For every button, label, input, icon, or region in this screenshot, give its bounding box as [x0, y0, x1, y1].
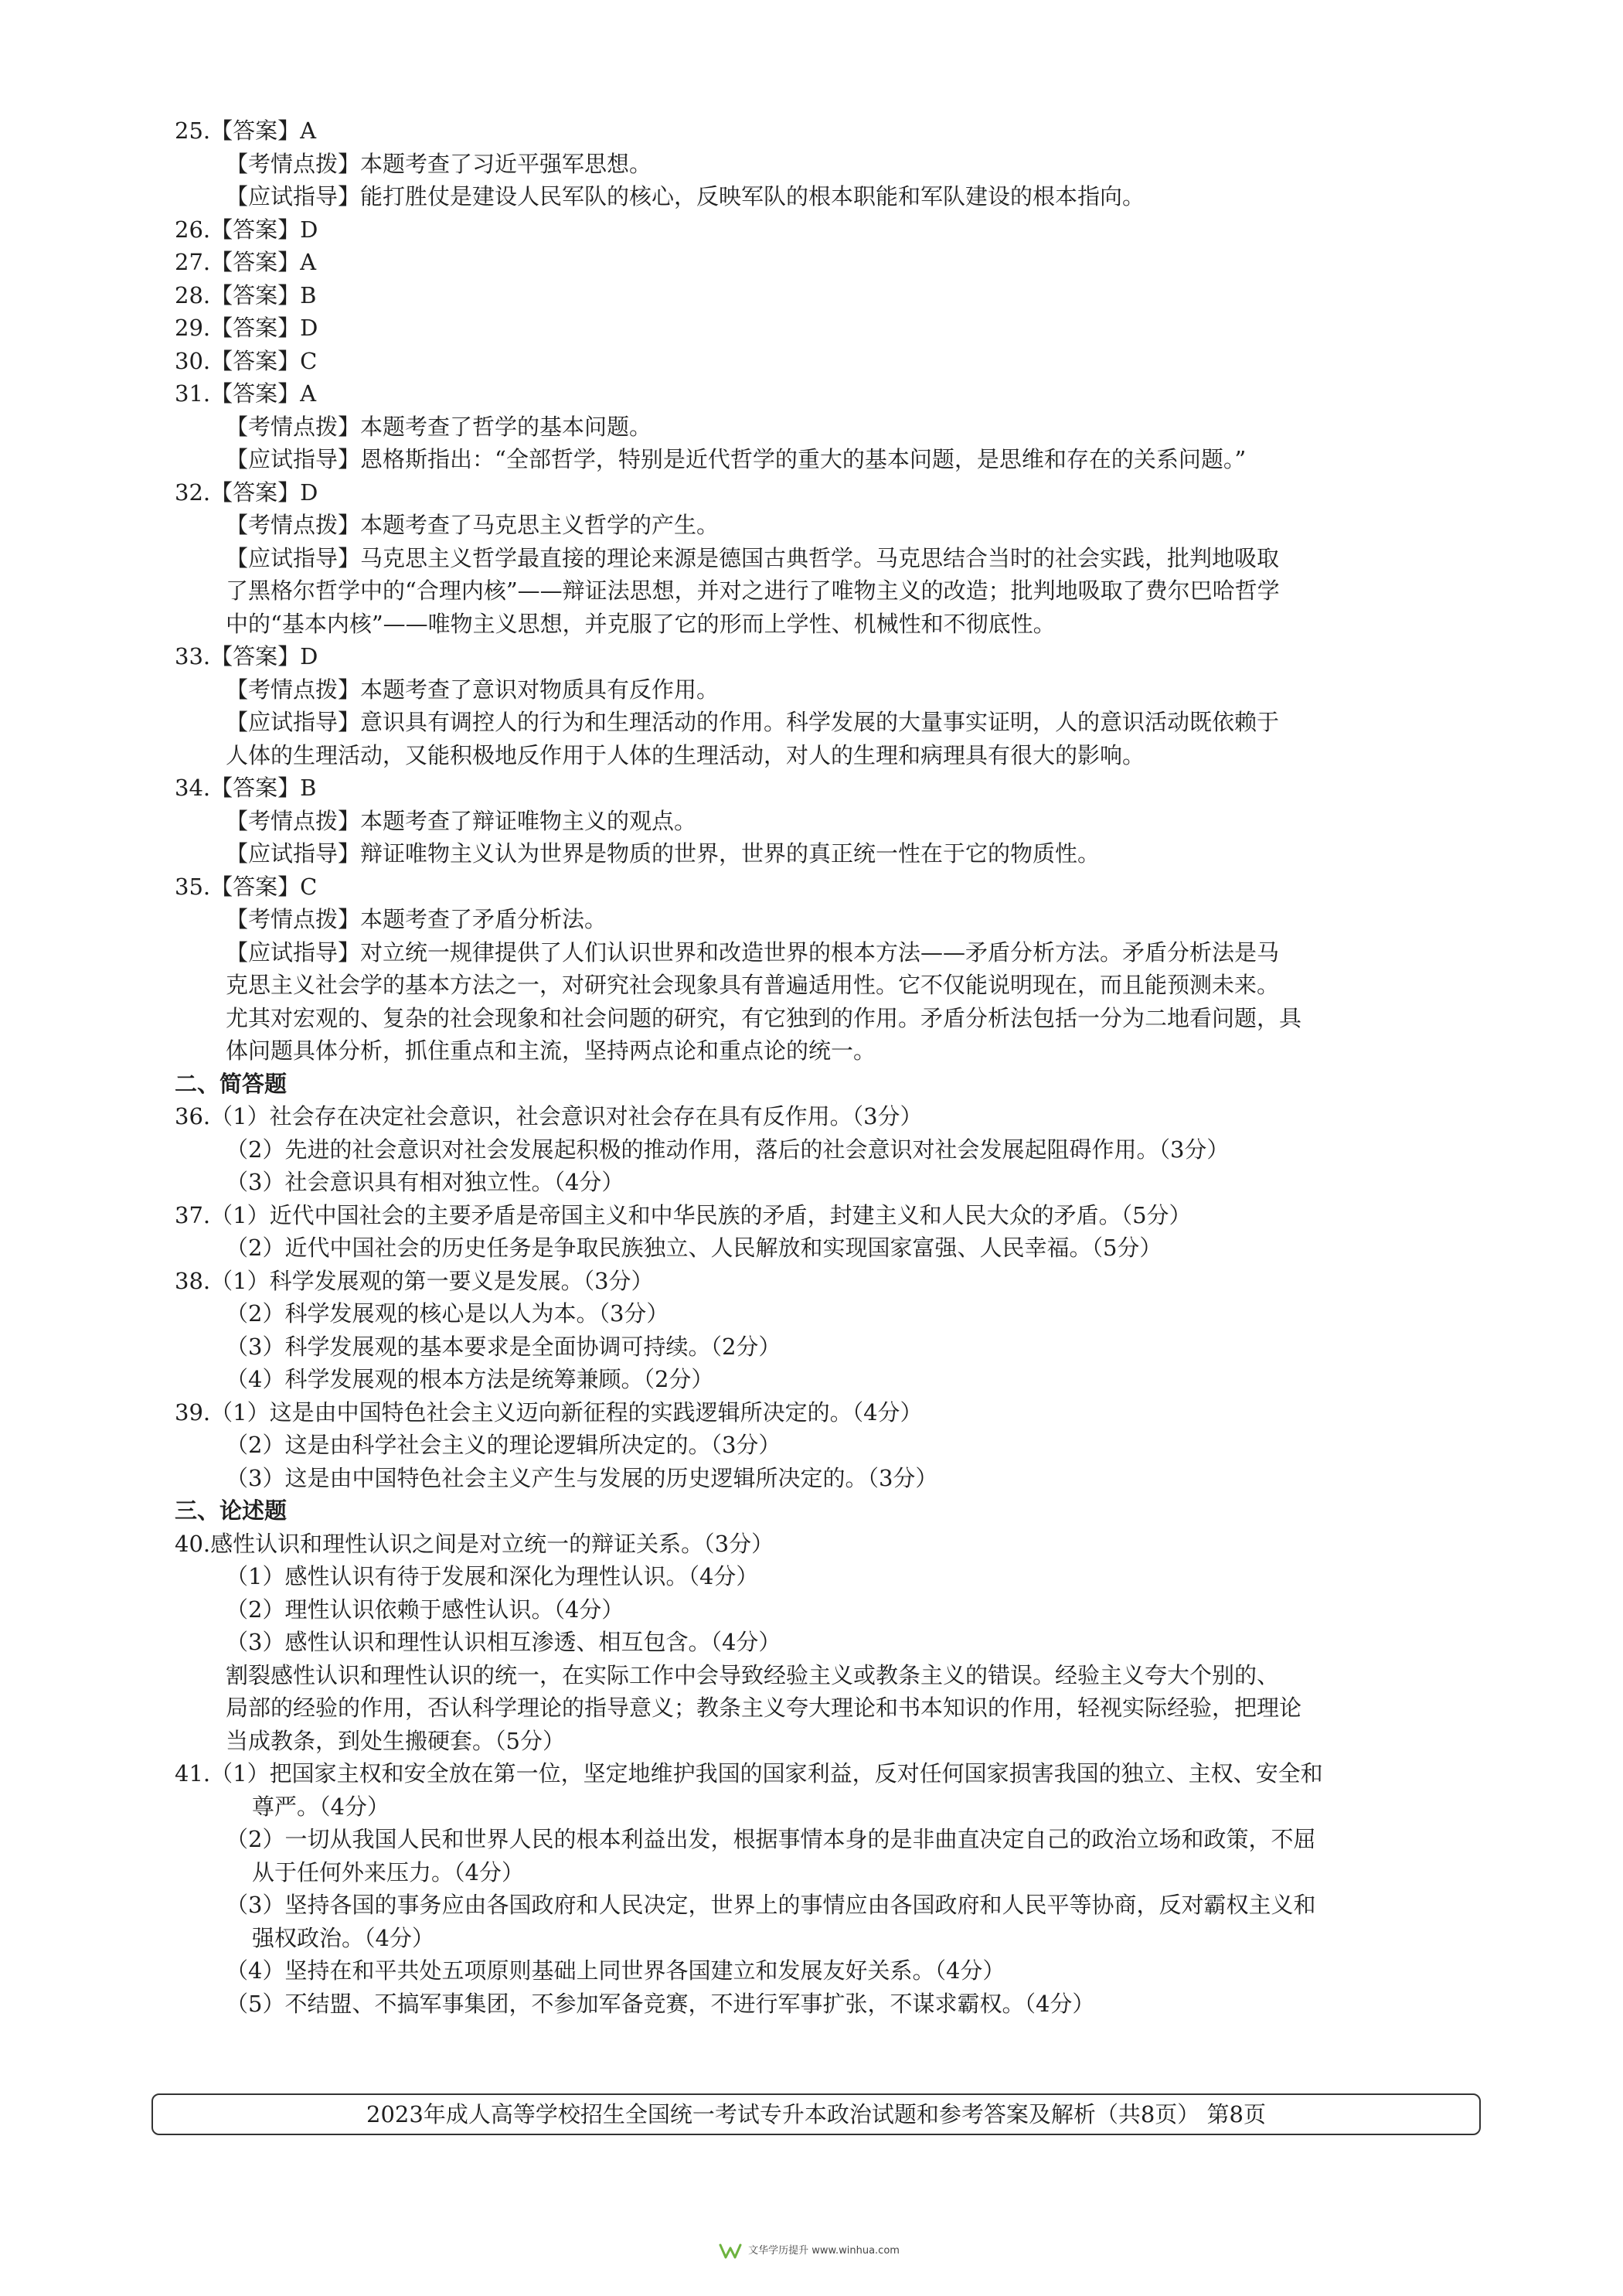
section-heading: 二、简答题 — [175, 1070, 288, 1097]
text-line: 了黑格尔哲学中的“合理内核”——辩证法思想，并对之进行了唯物主义的改造；批判地吸取了费尔巴哈哲学 — [226, 577, 1280, 604]
text-line: （3）科学发展观的基本要求是全面协调可持续。（2分） — [226, 1333, 781, 1360]
text-line: （2）理性认识依赖于感性认识。（4分） — [226, 1596, 624, 1623]
text-line: 【应试指导】马克思主义哲学最直接的理论来源是德国古典哲学。马克思结合当时的社会实践，批判地吸取 — [226, 544, 1280, 571]
text-line: （4）坚持在和平共处五项原则基础上同世界各国建立和发展友好关系。（4分） — [226, 1957, 1005, 1984]
text-line: 39.（1）这是由中国特色社会主义迈向新征程的实践逻辑所决定的。（4分） — [175, 1398, 923, 1426]
text-line: （2）这是由科学社会主义的理论逻辑所决定的。（3分） — [226, 1432, 781, 1458]
text-line: 【应试指导】对立统一规律提供了人们认识世界和改造世界的根本方法——矛盾分析方法。矛盾分析法是马 — [226, 938, 1280, 966]
text-line: （2）科学发展观的核心是以人为本。（3分） — [226, 1300, 669, 1327]
text-line: 31.【答案】A — [175, 380, 317, 407]
page-footer — [151, 2093, 1481, 2135]
text-line: 局部的经验的作用，否认科学理论的指导意义；教条主义夸大理论和书本知识的作用，轻视实际经验，把理论 — [226, 1695, 1302, 1721]
text-line: 【考情点拨】本题考查了习近平强军思想。 — [226, 150, 652, 177]
text-line: 38.（1）科学发展观的第一要义是发展。（3分） — [175, 1267, 654, 1294]
text-line: 【考情点拨】本题考查了矛盾分析法。 — [226, 906, 607, 932]
text-line: 36.（1）社会存在决定社会意识，社会意识对社会存在具有反作用。（3分） — [175, 1103, 923, 1129]
text-line: 【应试指导】辩证唯物主义认为世界是物质的世界，世界的真正统一性在于它的物质性。 — [226, 840, 1101, 867]
text-line: （1）感性认识有待于发展和深化为理性认识。（4分） — [226, 1563, 759, 1589]
text-line: 37.（1）近代中国社会的主要矛盾是帝国主义和中华民族的矛盾，封建主义和人民大众的矛盾。（5分） — [175, 1201, 1192, 1228]
text-line: （3）这是由中国特色社会主义产生与发展的历史逻辑所决定的。（3分） — [226, 1464, 938, 1491]
text-line: 【应试指导】恩格斯指出：“全部哲学，特别是近代哲学的重大的基本问题，是思维和存在的关系问题。” — [226, 446, 1247, 472]
text-line: 【考情点拨】本题考查了意识对物质具有反作用。 — [226, 676, 720, 703]
text-line: 割裂感性认识和理性认识的统一，在实际工作中会导致经验主义或教条主义的错误。经验主义夸大个别的、 — [226, 1661, 1280, 1688]
winhua-logo-icon — [719, 2242, 742, 2260]
footer-text: 2023年成人高等学校招生全国统一考试专升本政治试题和参考答案及解析（共8页） 第8页 — [366, 2101, 1266, 2127]
text-line: （3）感性认识和理性认识相互渗透、相互包含。（4分） — [226, 1629, 781, 1655]
text-line: （2）一切从我国人民和世界人民的根本利益出发，根据事情本身的是非曲直决定自己的政治立场和政策，不屈 — [226, 1826, 1316, 1852]
text-line: 【考情点拨】本题考查了马克思主义哲学的产生。 — [226, 512, 720, 538]
text-line: 中的“基本内核”——唯物主义思想，并克服了它的形而上学性、机械性和不彻底性。 — [226, 610, 1056, 637]
text-line: （3）坚持各国的事务应由各国政府和人民决定，世界上的事情应由各国政府和人民平等协商，反对霸权主义和 — [226, 1892, 1316, 1918]
text-line: 27.【答案】A — [175, 249, 317, 275]
text-line: 从于任何外来压力。（4分） — [252, 1858, 524, 1886]
text-line: 33.【答案】D — [175, 643, 318, 669]
section-heading: 三、论述题 — [175, 1497, 288, 1524]
text-line: 尤其对宏观的、复杂的社会现象和社会问题的研究，有它独到的作用。矛盾分析法包括一分为二地看问题，具 — [226, 1004, 1302, 1031]
text-line: （5）不结盟、不搞军事集团，不参加军备竞赛，不进行军事扩张，不谋求霸权。（4分） — [226, 1990, 1095, 2017]
text-line: 尊严。（4分） — [252, 1793, 390, 1820]
text-line: 34.【答案】B — [175, 775, 317, 801]
text-line: 【考情点拨】本题考查了哲学的基本问题。 — [226, 413, 652, 440]
text-line: 体问题具体分析，抓住重点和主流，坚持两点论和重点论的统一。 — [226, 1037, 876, 1064]
text-line: 【应试指导】能打胜仗是建设人民军队的核心，反映军队的根本职能和军队建设的根本指向。 — [226, 183, 1145, 210]
text-line: 25.【答案】A — [175, 118, 317, 144]
text-line: 26.【答案】D — [175, 216, 318, 243]
text-line: 35.【答案】C — [175, 873, 318, 900]
text-line: （4）科学发展观的根本方法是统筹兼顾。（2分） — [226, 1366, 714, 1392]
watermark-text: 文华学历提升 www.winhua.com — [748, 2245, 900, 2257]
text-line: （2）先进的社会意识对社会发展起积极的推动作用，落后的社会意识对社会发展起阻碍作用。（3分） — [226, 1136, 1230, 1163]
text-line: 41.（1）把国家主权和安全放在第一位，坚定地维护我国的国家利益，反对任何国家损害我国的独立、主权、安全和 — [175, 1760, 1323, 1787]
text-line: 40.感性认识和理性认识之间是对立统一的辩证关系。（3分） — [175, 1530, 774, 1557]
text-line: 28.【答案】B — [175, 281, 317, 308]
text-line: 克思主义社会学的基本方法之一，对研究社会现象具有普遍适用性。它不仅能说明现在，而且能预测未来。 — [226, 972, 1280, 998]
text-line: 强权政治。（4分） — [252, 1924, 434, 1951]
text-line: （3）社会意识具有相对独立性。（4分） — [226, 1169, 624, 1195]
text-line: 【应试指导】意识具有调控人的行为和生理活动的作用。科学发展的大量事实证明，人的意识活动既依赖于 — [226, 709, 1280, 735]
text-line: 30.【答案】C — [175, 347, 318, 374]
text-line: 29.【答案】D — [175, 315, 318, 341]
site-watermark — [719, 2240, 900, 2262]
text-line: （2）近代中国社会的历史任务是争取民族独立、人民解放和实现国家富强、人民幸福。（5分） — [226, 1235, 1162, 1261]
text-line: 当成教条，到处生搬硬套。（5分） — [226, 1727, 565, 1754]
text-line: 32.【答案】D — [175, 479, 318, 506]
answer-content — [175, 114, 1489, 2020]
text-line: 【考情点拨】本题考查了辩证唯物主义的观点。 — [226, 807, 697, 834]
text-line: 人体的生理活动，又能积极地反作用于人体的生理活动，对人的生理和病理具有很大的影响。 — [226, 741, 1145, 768]
